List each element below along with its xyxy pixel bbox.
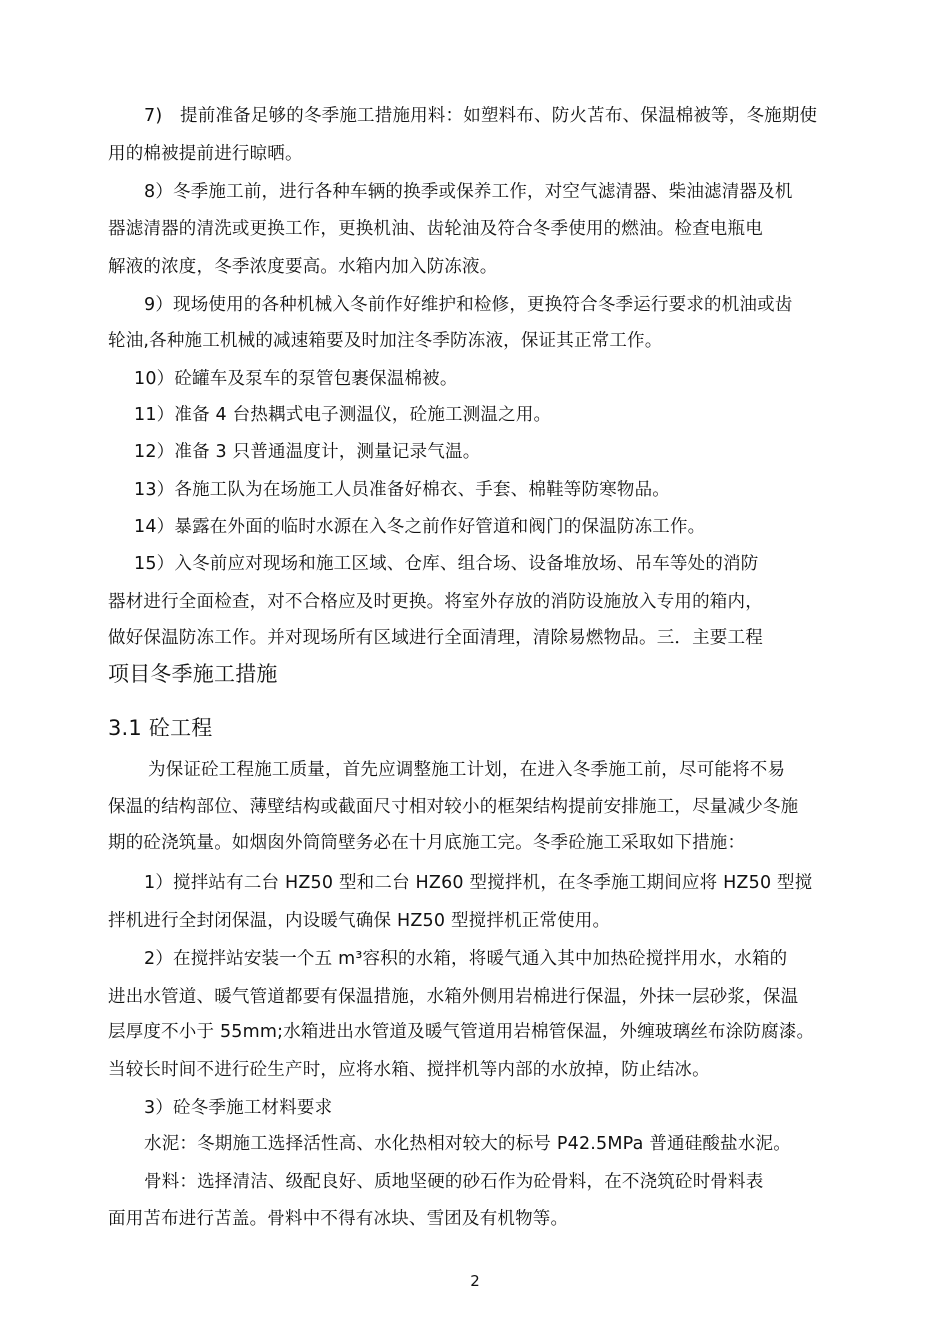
text-line: 当较长时间不进行砼生产时，应将水箱、搅拌机等内部的水放掉，防止结冰。: [108, 1060, 710, 1080]
section-heading: 项目冬季施工措施: [108, 662, 278, 686]
text-line: 为保证砼工程施工质量，首先应调整施工计划，在进入冬季施工前，尽可能将不易: [148, 760, 786, 780]
text-line: 解液的浓度，冬季浓度要高。水箱内加入防冻液。: [108, 257, 498, 277]
text-line: 15）入冬前应对现场和施工区域、仓库、组合场、设备堆放场、吊车等处的消防: [134, 554, 759, 574]
text-line: 保温的结构部位、薄壁结构或截面尺寸相对较小的框架结构提前安排施工，尽量减少冬施: [108, 797, 799, 817]
text-line: 12）准备 3 只普通温度计，测量记录气温。: [134, 442, 481, 462]
text-line: 面用苫布进行苫盖。骨料中不得有冰块、雪团及有机物等。: [108, 1209, 569, 1229]
text-line: 3）砼冬季施工材料要求: [144, 1098, 333, 1118]
text-line: 水泥：冬期施工选择活性高、水化热相对较大的标号 P42.5MPa 普通硅酸盐水泥。: [144, 1134, 791, 1154]
text-line: 10）砼罐车及泵车的泵管包裹保温棉被。: [134, 369, 458, 389]
text-line: 期的砼浇筑量。如烟囱外筒筒壁务必在十月底施工完。冬季砼施工采取如下措施：: [108, 833, 746, 853]
text-line: 进出水管道、暖气管道都要有保温措施，水箱外侧用岩棉进行保温，外抹一层砂浆，保温: [108, 987, 799, 1007]
text-line: 11）准备 4 台热耦式电子测温仪，砼施工测温之用。: [134, 405, 552, 425]
text-line: 13）各施工队为在场施工人员准备好棉衣、手套、棉鞋等防寒物品。: [134, 480, 670, 500]
text-line: 器材进行全面检查，对不合格应及时更换。将室外存放的消防设施放入专用的箱内，: [108, 592, 763, 612]
text-line: 7) 提前准备足够的冬季施工措施用料：如塑料布、防火苫布、保温棉被等，冬施期使: [144, 106, 818, 126]
text-line: 层厚度不小于 55mm;水箱进出水管道及暖气管道用岩棉管保温，外缠玻璃丝布涂防腐漆。: [108, 1022, 815, 1042]
text-line: 9）现场使用的各种机械入冬前作好维护和检修，更换符合冬季运行要求的机油或齿: [144, 295, 793, 315]
text-line: 器滤清器的清洗或更换工作，更换机油、齿轮油及符合冬季使用的燃油。检查电瓶电: [108, 219, 763, 239]
text-line: 2）在搅拌站安装一个五 m³容积的水箱，将暖气通入其中加热砼搅拌用水，水箱的: [144, 949, 788, 969]
text-line: 拌机进行全封闭保温，内设暖气确保 HZ50 型搅拌机正常使用。: [108, 911, 611, 931]
text-line: 1）搅拌站有二台 HZ50 型和二台 HZ60 型搅拌机，在冬季施工期间应将 HZ50 型搅: [144, 873, 813, 893]
subsection-heading: 3.1 砼工程: [108, 716, 213, 740]
text-line: 轮油,各种施工机械的减速箱要及时加注冬季防冻液，保证其正常工作。: [108, 331, 663, 351]
text-line: 8）冬季施工前，进行各种车辆的换季或保养工作，对空气滤清器、柴油滤清器及机: [144, 182, 793, 202]
text-line: 14）暴露在外面的临时水源在入冬之前作好管道和阀门的保温防冻工作。: [134, 517, 706, 537]
page-number: 2: [470, 1272, 480, 1290]
text-line: 做好保温防冻工作。并对现场所有区域进行全面清理，清除易燃物品。三．主要工程: [108, 628, 763, 648]
text-line: 用的棉被提前进行晾晒。: [108, 144, 303, 164]
text-line: 骨料：选择清洁、级配良好、质地坚硬的砂石作为砼骨料，在不浇筑砼时骨料表: [144, 1172, 764, 1192]
